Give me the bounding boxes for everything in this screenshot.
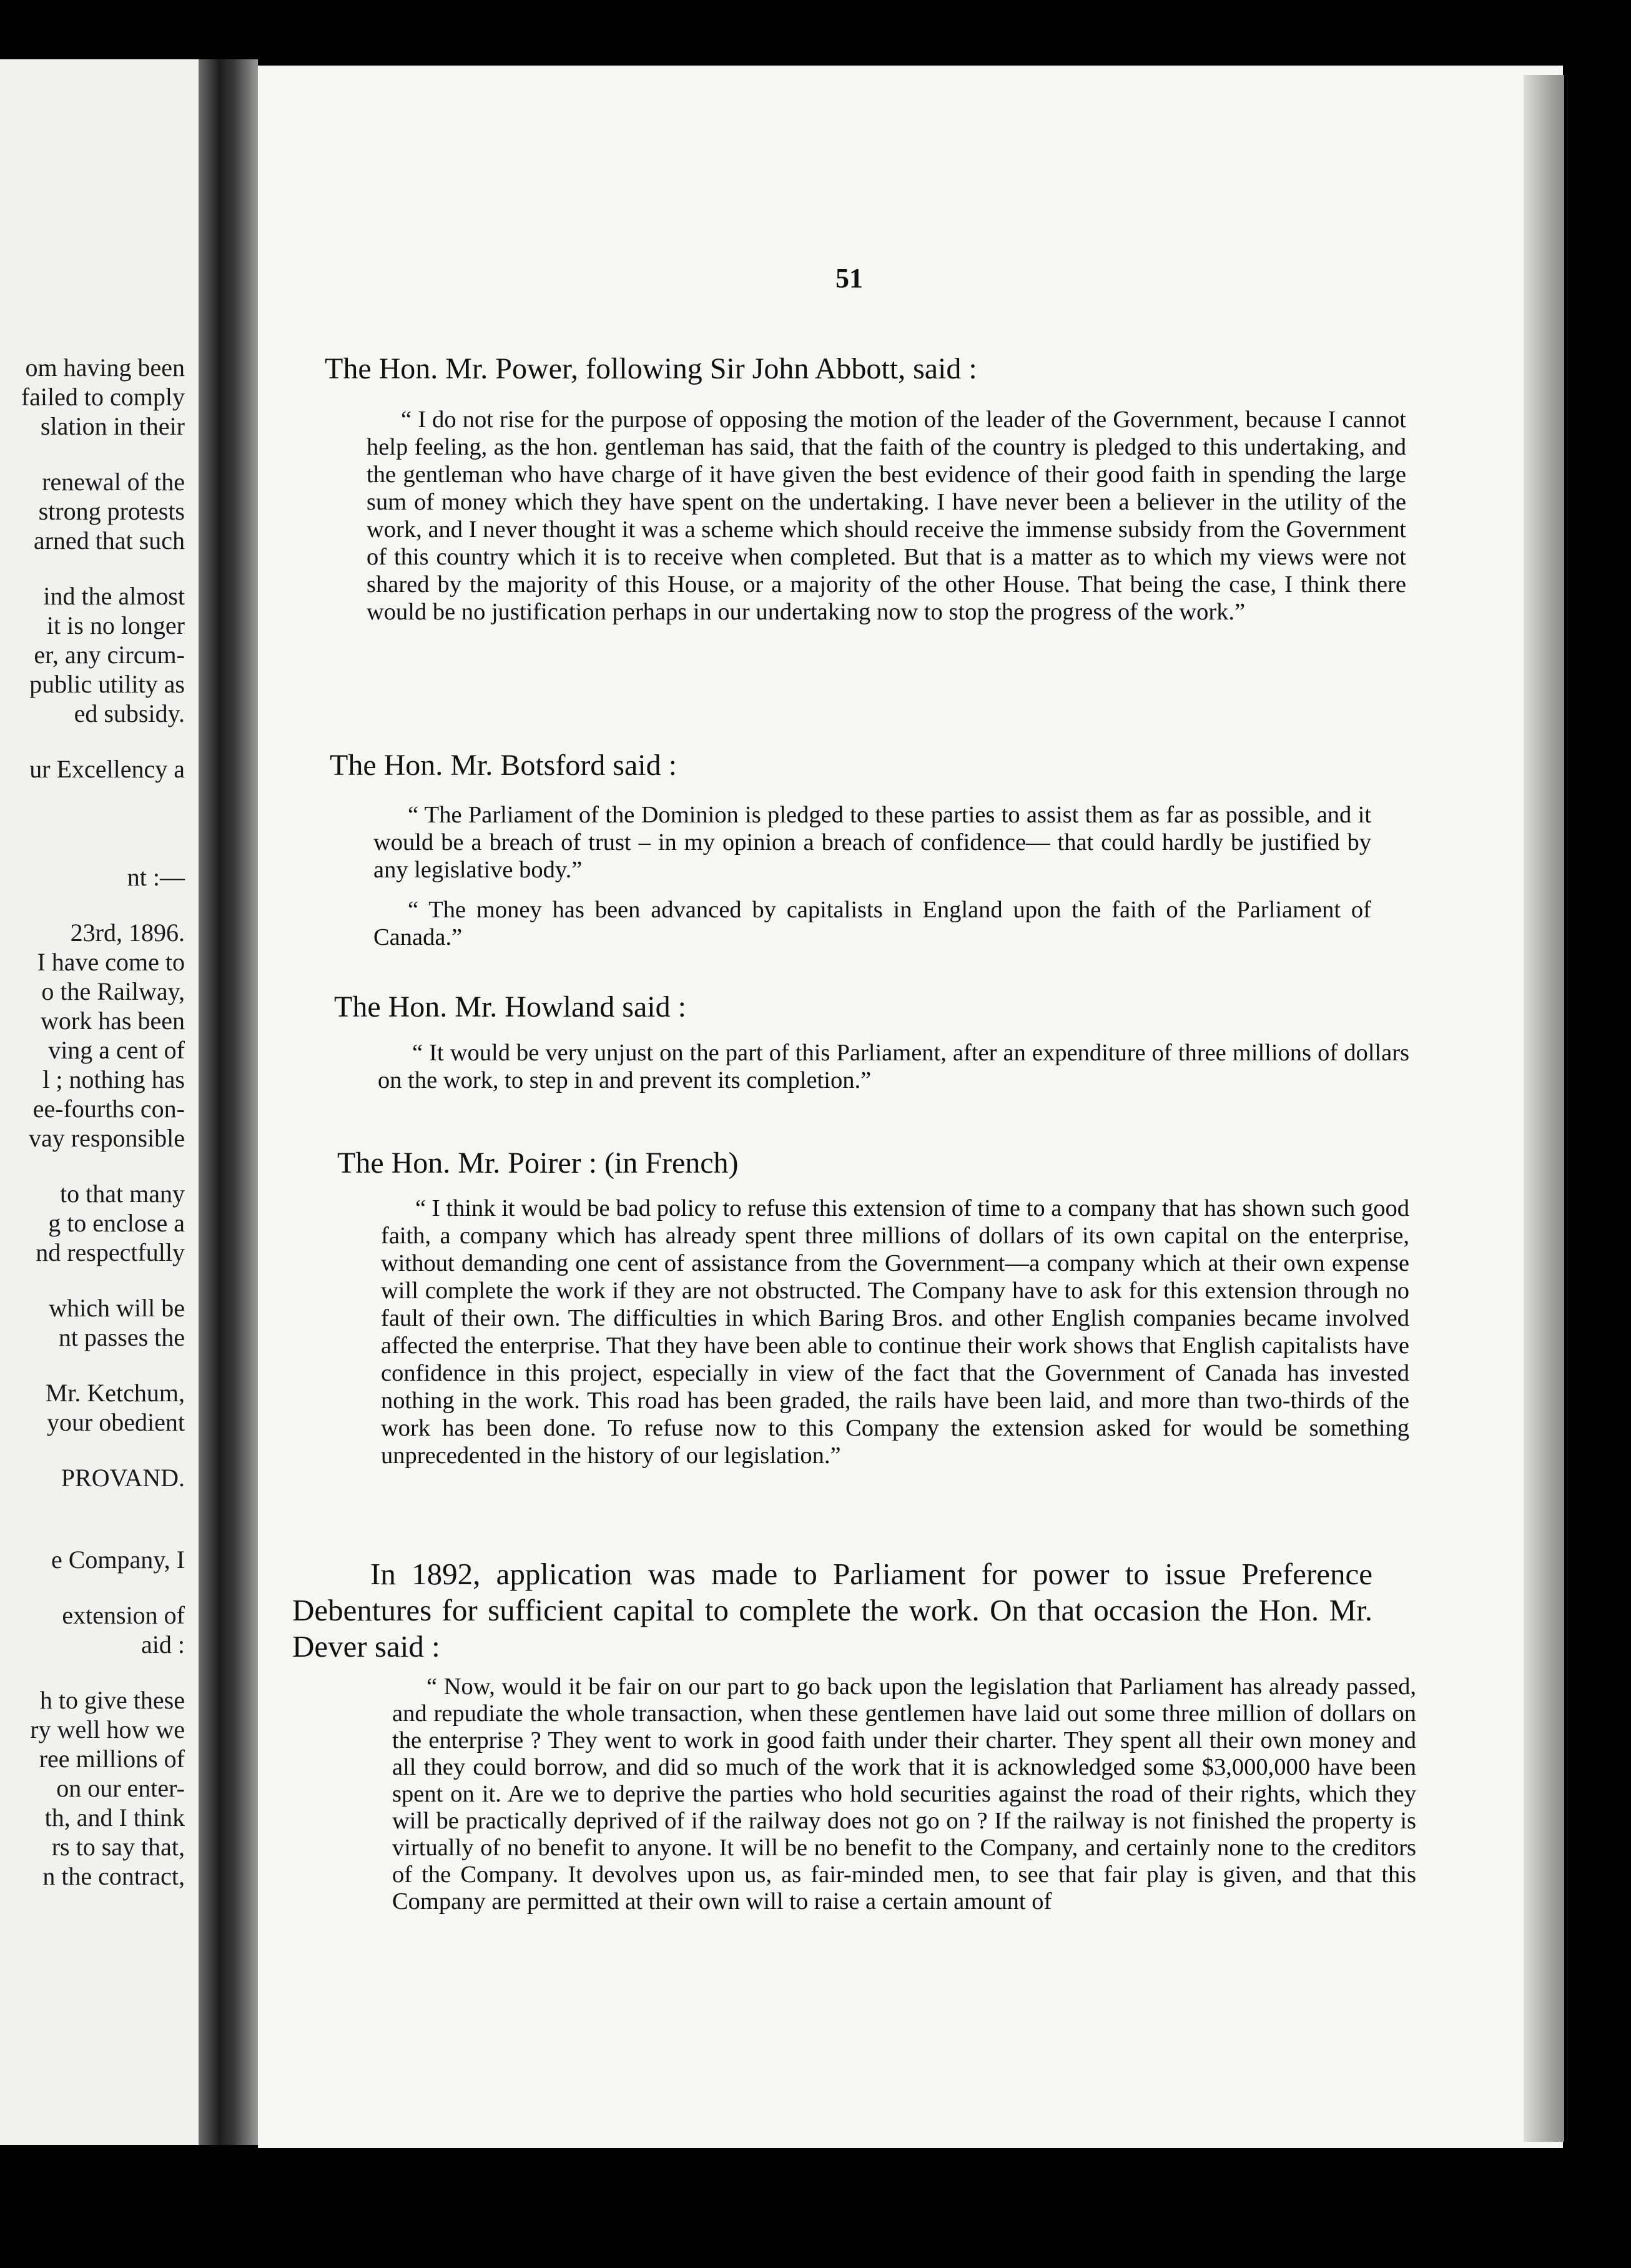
facing-page-line: h to give these [39,1686,185,1714]
facing-page-line: ur Excellency a [29,755,185,783]
facing-page-line: your obedient [46,1408,185,1436]
facing-page-line: rs to say that, [51,1833,185,1861]
facing-page [0,59,199,2145]
quote-dever-paragraph: “ Now, would it be fair on our part to go back upon the legislation that Parliament has already passed, and repudiate the whole transaction, when these gentlemen have laid out some three million of dollars on the enterprise ? They went to work in good faith under their charter. They spent all their own money and all they could borrow, and did so much of the work that it is acknowledged some $3,000,000 have been spent on it. Are we to deprive the parties who hold securities against the road of their rights, which they will be practically deprived of if the railway does not go on ? If the railway is not finished the property is virtually of no benefit to anyone. It will be no benefit to the Company, and certainly none to the creditors of the Company. It devolves upon us, as fair-minded men, to see that fair play is given, and that this Company are permitted at their own will to raise a certain amount of [392,1674,1416,1915]
facing-page-line: strong protests [38,497,185,525]
facing-page-gap [0,1492,185,1519]
facing-page-gap [0,1437,185,1463]
facing-page-line: on our enter- [56,1774,185,1802]
quote-power [367,406,1406,626]
facing-page-gap [0,892,185,918]
facing-page-gap [0,810,185,836]
facing-page-line: nt :— [127,863,185,891]
facing-page-gap [0,728,185,754]
facing-page-line: renewal of the [42,468,185,496]
quote-howland [378,1039,1409,1094]
page-edge [1524,75,1564,2142]
facing-page-line: ee-fourths con- [32,1095,185,1123]
facing-page-line: aid : [141,1630,185,1659]
quote-power-paragraph: “ I do not rise for the purpose of opposing the motion of the leader of the Government, because I cannot help feeling, as the hon. gentleman has said, that the faith of the country is pledged to this undertaking, and the gentleman who have charge of it have given the best evidence of their good faith in spending the large sum of money which they have spent on the undertaking. I have never been a believer in the utility of the work, and I never thought it was a scheme which should receive the immense subsidy from the Government of this country which it is to receive when completed. But that is a matter as to which my views were not shared by the majority of this House, or a majority of the other House. That being the case, I think there would be no justification perhaps in our undertaking now to stop the progress of the work.” [367,407,1406,625]
quote-poirer-paragraph: “ I think it would be bad policy to refuse this extension of time to a company that has shown such good faith, a company which has already spent three millions of dollars of its own capital on the enterprise, without demanding one cent of assistance from the Government—a company which at their own expense will complete the work if they are not obstructed. The Company have to ask for this extension through no fault of their own. The difficulties in which Baring Bros. and other English companies became involved affected the enterprise. That they have been able to continue their work shows that English capitalists have confidence in this project, especially in view of the fact that the Government of Canada has invested nothing in the work. This road has been graded, the rails have been laid, and more than two-thirds of the work has been done. To refuse now to this Company the extension asked for would be something unprecedented in the history of our legislation.” [381,1195,1409,1469]
facing-page-gap [0,784,185,810]
facing-page-line: ind the almost [43,582,185,610]
facing-page-gap [0,836,185,862]
facing-page-gap [0,1153,185,1179]
facing-page-line: l ; nothing has [42,1065,185,1093]
facing-page-line: 23rd, 1896. [70,919,185,947]
narrative-text: In 1892, application was made to Parliament for power to issue Preference Debentures for sufficient capital to complete the work. On that occasion the Hon. Mr. Dever said : [292,1557,1372,1664]
facing-page-gap [0,1659,185,1685]
facing-page-line: work has been [40,1007,185,1035]
facing-page-line: ed subsidy. [74,699,185,727]
facing-page-line: Mr. Ketchum, [45,1379,185,1407]
quote-howland-paragraph: “ It would be very unjust on the part of this Parliament, after an expenditure of three millions of dollars on the work, to step in and prevent its completion.” [378,1040,1409,1093]
facing-page-gap [0,1574,185,1600]
section-heading-howland: The Hon. Mr. Howland said : [334,990,686,1023]
section-heading-poirer: The Hon. Mr. Poirer : (in French) [337,1146,739,1180]
facing-page-gap [0,1267,185,1293]
quote-botsford-paragraph-2: “ The money has been advanced by capitalists in England upon the faith of the Parliament of Canada.” [373,897,1371,950]
facing-page-line: ry well how we [30,1715,185,1743]
section-heading-power: The Hon. Mr. Power, following Sir John Abbott, said : [325,352,977,385]
facing-page-gap [0,441,185,467]
page-number: 51 [835,263,863,293]
facing-page-line: it is no longer [46,611,185,639]
facing-page-line: public utility as [29,670,185,698]
narrative-paragraph [292,1556,1372,1665]
facing-page-line: om having been [25,353,185,382]
facing-page-line: e Company, I [51,1546,185,1574]
facing-page-line: extension of [62,1601,185,1629]
facing-page-gap [0,555,185,581]
facing-page-line: which will be [49,1294,185,1322]
facing-page-line: ving a cent of [48,1036,185,1064]
facing-page-line: nd respectfully [36,1238,185,1266]
facing-page-line: g to enclose a [48,1209,185,1237]
quote-poirer [381,1195,1409,1469]
facing-page-line: PROVAND. [61,1464,185,1492]
facing-page-gap [0,1519,185,1545]
facing-page-text [0,353,185,1891]
facing-page-line: to that many [60,1180,185,1208]
facing-page-line: arned that such [33,526,185,555]
facing-page-line: ree millions of [39,1745,185,1773]
quote-dever [392,1674,1416,1915]
facing-page-line: er, any circum- [34,641,185,669]
section-heading-botsford: The Hon. Mr. Botsford said : [330,749,677,782]
facing-page-line: th, and I think [44,1803,185,1832]
book-gutter [199,59,258,2145]
facing-page-line: o the Railway, [41,977,185,1005]
quote-botsford [373,801,1371,951]
facing-page-line: I have come to [37,948,185,976]
facing-page-line: nt passes the [58,1323,185,1351]
facing-page-line: slation in their [40,412,185,440]
facing-page-line: vay responsible [29,1124,185,1152]
facing-page-line: n the contract, [42,1862,185,1890]
facing-page-line: failed to comply [21,383,185,411]
facing-page-gap [0,1352,185,1378]
quote-botsford-paragraph-1: “ The Parliament of the Dominion is pledged to these parties to assist them as far as possible, and it would be a breach of trust – in my opinion a breach of confidence— that could hardly be justified by any legislative body.” [373,802,1371,883]
